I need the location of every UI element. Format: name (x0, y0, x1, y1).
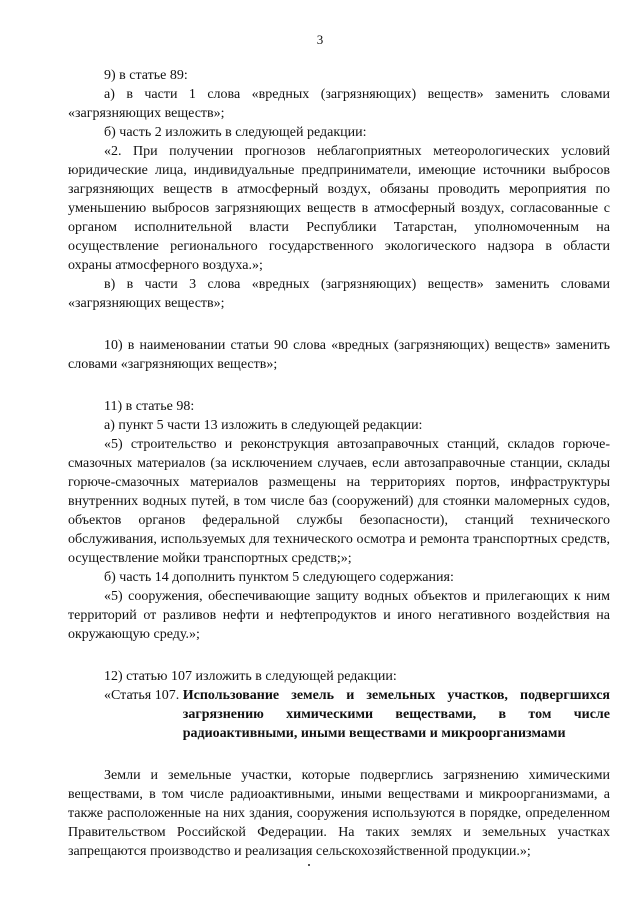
article-107-heading (68, 686, 610, 743)
paragraph-89-part-2-text: «2. При получении прогнозов неблагоприятных метеорологических условий юридические лица, индивидуальные предприниматели, имеющие источники выбросов загрязняющих веществ в атмосферный воздух, обязаны проводить мероприятия по уменьшению выбросов загрязняющих веществ в атмосферный воздух, согласованные с органом исполнительной власти Республики Татарстан, уполномоченным на осуществление регионального государственного экологического надзора в области охраны атмосферного воздуха.»; (68, 144, 610, 273)
paragraph-98-new-item-5: «5) сооружения, обеспечивающие защиту водных объектов и прилегающих к ним территорий от разливов нефти и нефтепродуктов и иного негативного воздействия на окружающую среду.»; (68, 589, 610, 642)
paragraph-98-b: б) часть 14 дополнить пунктом 5 следующего содержания: (104, 570, 454, 585)
article-107-title-main: Использование земель и земельных участков, подвергшихся загрязнению химическими веществами, в том числе (182, 688, 610, 722)
document-body (68, 66, 610, 861)
article-107-label: «Статья 107. (104, 688, 183, 703)
paragraph-article-98-intro: 11) в статье 98: (104, 399, 195, 414)
paragraph-89-c: в) в части 3 слова «вредных (загрязняющих) веществ» заменить словами «загрязняющих веществ»; (68, 277, 610, 311)
paragraph-89-b: б) часть 2 изложить в следующей редакции: (104, 125, 367, 140)
article-107-title (183, 686, 610, 743)
paragraph-89-a: а) в части 1 слова «вредных (загрязняющих) веществ» заменить словами «загрязняющих веществ»; (68, 87, 610, 121)
paragraph-article-90: 10) в наименовании статьи 90 слова «вредных (загрязняющих) веществ» заменить словами «загрязняющих веществ»; (68, 338, 610, 372)
page-number: 3 (316, 32, 324, 47)
paragraph-98-a: а) пункт 5 части 13 изложить в следующей редакции: (104, 418, 423, 433)
spacer (68, 374, 610, 397)
spacer (68, 313, 610, 336)
paragraph-98-item-5-text: «5) строительство и реконструкция автозаправочных станций, складов горюче-смазочных материалов (за исключением случаев, если автозаправочные станции, склады горюче-смазочных материалов размещены на территориях портов, инфраструктуры внутренних водных путей, в том числе баз (сооружений) для стоянки маломерных судов, объектов органов федеральной службы безопасности), станций технического обслуживания, используемых для технического осмотра и ремонта транспортных средств, осуществление мойки транспортных средств;»; (68, 437, 610, 566)
paragraph-article-89-intro: 9) в статье 89: (104, 68, 188, 83)
spacer (68, 743, 610, 766)
spacer (68, 644, 610, 667)
scan-dot (308, 864, 310, 866)
article-107-title-last: радиоактивными, иными веществами и микроорганизмами (182, 726, 566, 741)
paragraph-article-107-intro: 12) статью 107 изложить в следующей редакции: (104, 669, 397, 684)
paragraph-article-107-text: Земли и земельные участки, которые подверглись загрязнению химическими веществами, в том числе радиоактивными, иными веществами и микроорганизмами, а также расположенные на них здания, сооружения используются в порядке, определенном Правительством Российской Федерации. На таких землях и земельных участках запрещаются производство и реализация сельскохозяйственной продукции.»; (68, 768, 610, 859)
